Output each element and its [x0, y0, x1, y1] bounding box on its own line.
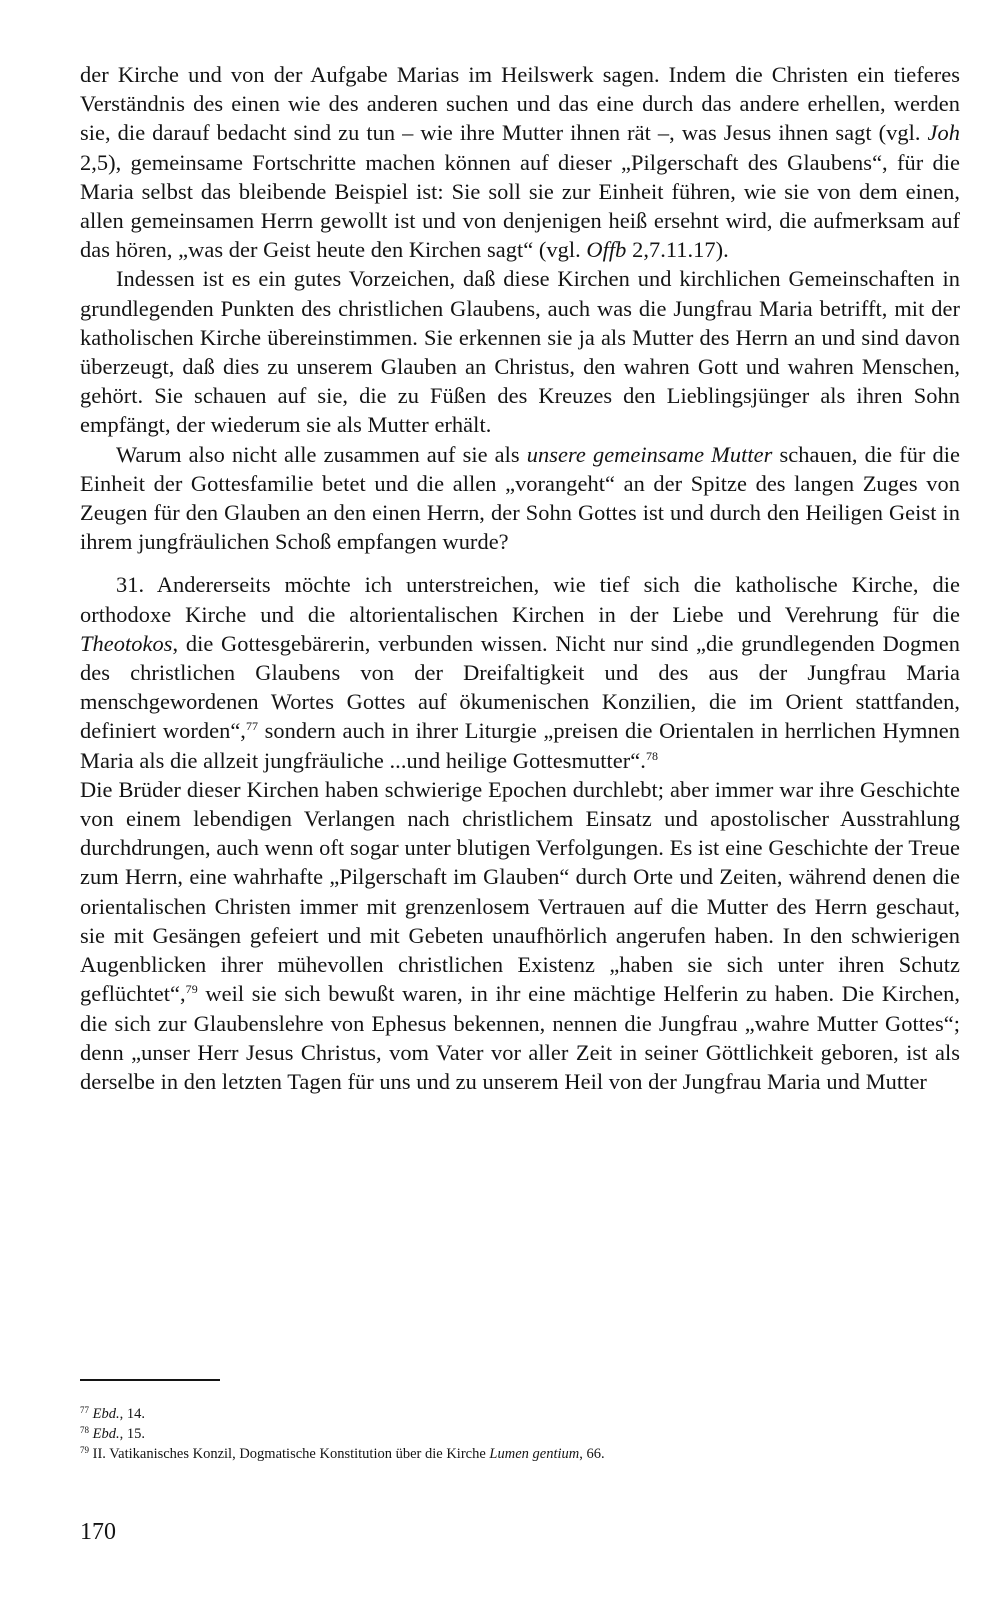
footnote-marker: 79 — [185, 982, 198, 997]
footnote-marker: 78 — [645, 748, 659, 763]
paragraph: Indessen ist es ein gutes Vorzeichen, daß diese Kirchen und kirchlichen Gemeinschaften in grundlegenden Punkten des christlichen Glaubens, auch was die Jungfrau Maria betrifft, mit der katholischen Kirche übereinstimmen. Sie erkennen sie ja als Mutter des Herrn an und sind davon überzeugt, daß dies zu unserem Glauben an Christus, den wahren Gott und wahren Menschen, gehört. Sie schauen auf sie, die zu Füßen des Kreuzes den Lieblingsjünger als ihren Sohn empfängt, der wiederum sie als Mutter erhält. — [80, 266, 960, 438]
emphasis: unsere gemeinsame Mutter — [526, 441, 773, 467]
paragraph-31: 31. Andererseits möchte ich unterstreichen, wie tief sich die katholische Kirche, die orthodoxe Kirche und die altorientalischen Kirchen in der Liebe und Verehrung für die Theotokos, die Gottesgebärerin, verbunden wissen. Nicht nur sind „die grundlegenden Dogmen des christlichen Glaubens von der Dreifaltigkeit und des aus der Jungfrau Maria menschgewordenen Wortes Gottes auf ökumenischen Konzilien, die im Orient stattfanden, definiert worden“,$^{77}$ sondern auch in ihrer Liturgie „preisen die Orientalen in herrlichen Hymnen Maria als die allzeit jungfräuliche ...und heilige Gottesmutter“.$^{78}$ — [80, 572, 961, 773]
footnote: $^{77}$ Ebd., 14. — [80, 1405, 145, 1422]
footnote: $^{78}$ Ebd., 15. — [80, 1425, 145, 1442]
page-number: 170 — [80, 1519, 116, 1545]
footnotes — [80, 1404, 960, 1464]
bible-ref-offb: Offb — [586, 237, 627, 263]
paragraph: Warum also nicht alle zusammen auf sie als unsere gemeinsame Mutter schauen, die für die Einheit der Gottesfamilie betet und die allen „vorangeht“ an der Spitze des langen Zuges von Zeugen für den Glauben an den einen Herrn, der Sohn Gottes ist und durch den Heiligen Geist in ihrem jungfräulichen Schoß empfangen wurde? — [80, 441, 960, 555]
main-text — [80, 60, 960, 1096]
paragraph: der Kirche und von der Aufgabe Marias im Heilswerk sagen. Indem die Christen ein tieferes Verständnis des einen wie des anderen suchen und das eine durch das andere erhellen, werden sie, die darauf bedacht sind zu tun – wie ihre Mutter ihnen rät –, was Jesus ihnen sagt (vgl. Joh 2,5), gemeinsame Fortschritte machen können auf dieser „Pilgerschaft des Glaubens“, für die Maria selbst das bleibende Beispiel ist: Sie soll sie zur Einheit führen, wie sie von dem einen, allen gemeinsamen Herrn gewollt ist und von denjenigen heiß ersehnt wird, die aufmerksam auf das hören, „was der Geist heute den Kirchen sagt“ (vgl. Offb 2,7.11.17). — [80, 62, 960, 263]
footnote-divider — [80, 1379, 220, 1381]
paragraph: Die Brüder dieser Kirchen haben schwierige Epochen durchlebt; aber immer war ihre Geschichte von einem lebendigen Verlangen nach christlichem Einsatz und apostolischer Ausstrahlung durchdrungen, auch wenn oft sogar unter blutigen Verfolgungen. Es ist eine Geschichte der Treue zum Herrn, eine wahrhafte „Pilgerschaft im Glauben“ durch Orte und Zeiten, während denen die orientalischen Christen immer mit grenzenlosem Vertrauen auf die Mutter des Herrn geschaut, sie mit Gesängen gefeiert und mit Gebeten unaufhörlich angerufen haben. In den schwierigen Augenblicken ihrer mühevollen christlichen Existenz „haben sie sich unter ihren Schutz geflüchtet“,$^{79}$ weil sie sich bewußt waren, in ihr eine mächtige Helferin zu haben. Die Kirchen, die sich zur Glaubenslehre von Ephesus bekennen, nennen die Jungfrau „wahre Mutter Gottes“; denn „unser Herr Jesus Christus, vom Vater vor aller Zeit in seiner Göttlichkeit geboren, ist als derselbe in den letzten Tagen für uns und zu unserem Heil von der Jungfrau Maria und Mutter — [80, 776, 960, 1094]
emphasis: Theotokos — [80, 630, 173, 656]
footnote: $^{79}$ II. Vatikanisches Konzil, Dogmatische Konstitution über die Kirche Lumen gentium, 66. — [80, 1445, 605, 1462]
footnote-marker: 77 — [245, 719, 259, 734]
bible-ref-joh: Joh — [927, 120, 960, 146]
